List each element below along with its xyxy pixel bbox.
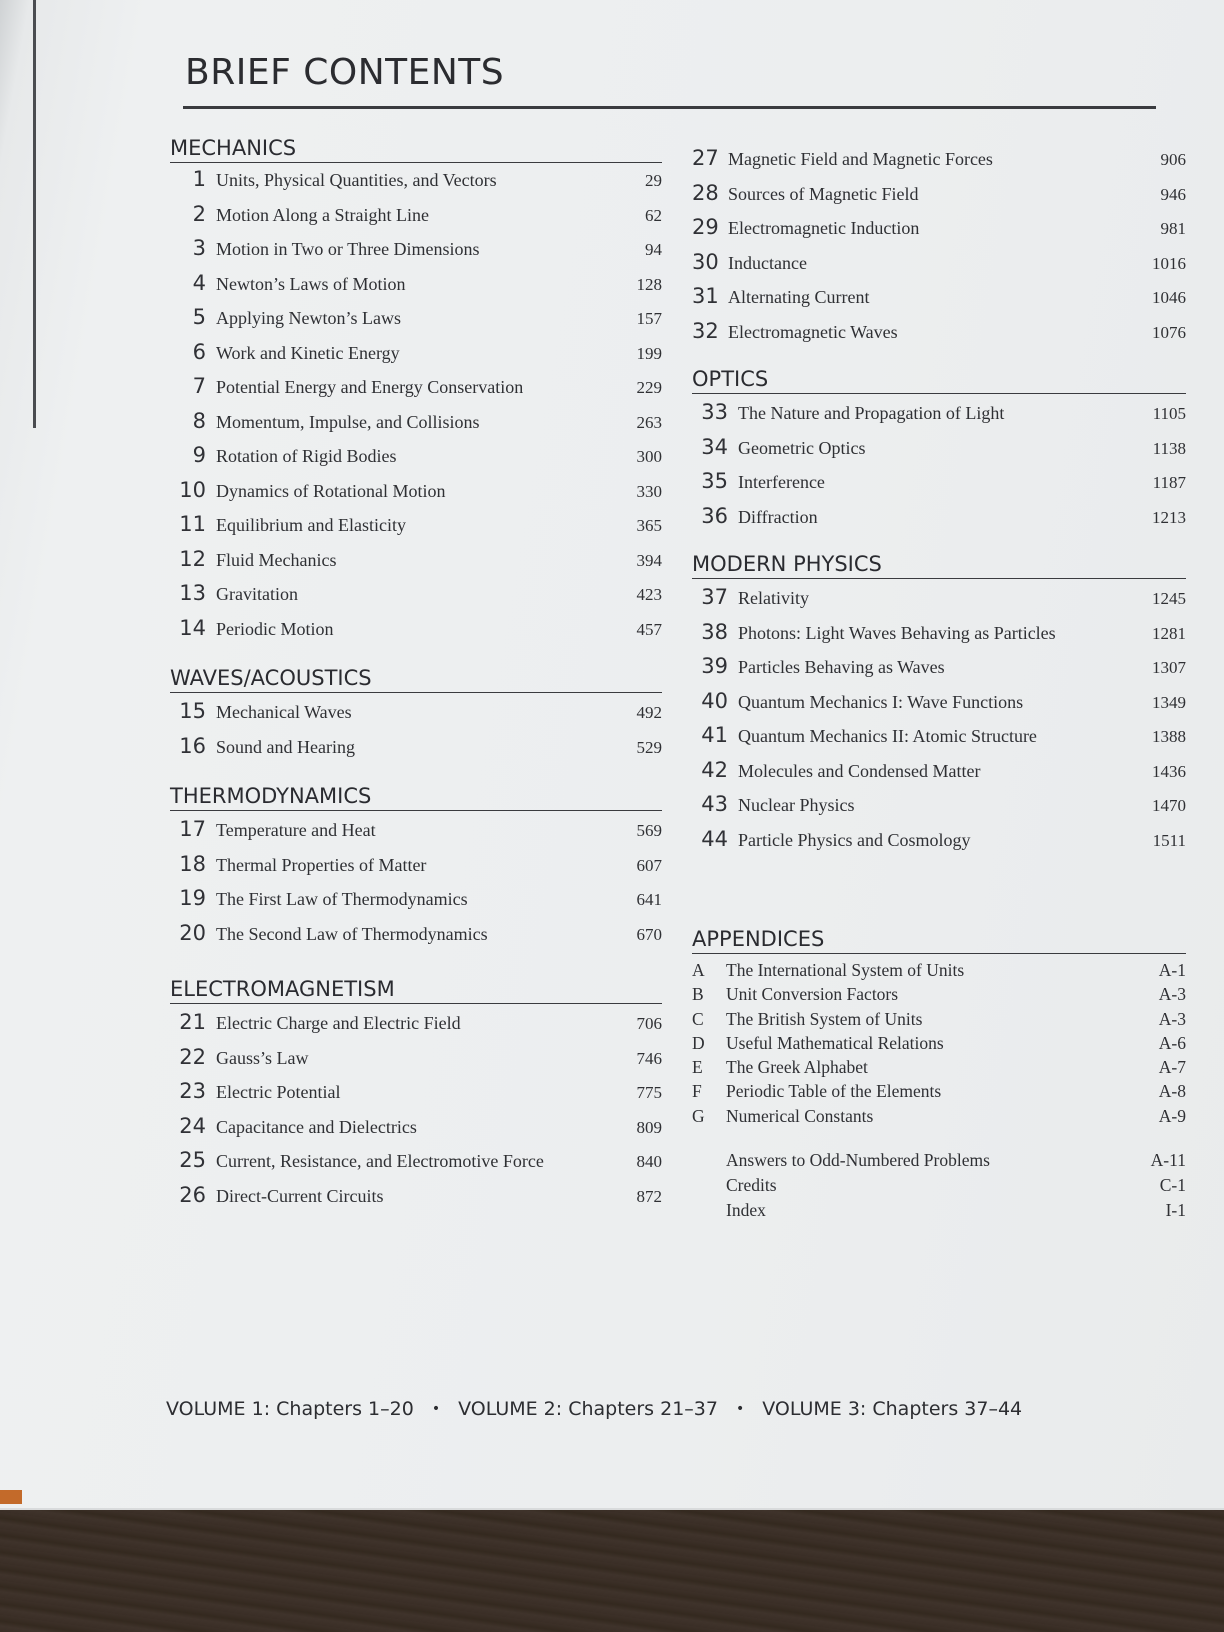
appendix-row xyxy=(692,984,1186,1008)
chapter-row xyxy=(692,792,1186,827)
chapter-title: Particle Physics and Cosmology xyxy=(738,829,971,850)
chapter-row xyxy=(170,1079,662,1114)
chapter-number: 7 xyxy=(192,374,206,398)
chapter-title: Magnetic Field and Magnetic Forces xyxy=(728,149,993,169)
chapter-row xyxy=(170,1010,662,1045)
backmatter-row xyxy=(692,1175,1186,1200)
chapter-page: 981 xyxy=(1160,219,1186,238)
chapter-number: 37 xyxy=(701,585,728,609)
section-heading: MECHANICS xyxy=(170,136,662,163)
chapter-number: 16 xyxy=(179,733,206,758)
chapter-title: Electromagnetic Waves xyxy=(728,321,898,342)
appendix-page: A-1 xyxy=(1158,960,1186,980)
chapter-page: 1307 xyxy=(1152,658,1186,677)
appendix-page: A-3 xyxy=(1158,1008,1186,1029)
chapter-row xyxy=(170,1045,662,1080)
backmatter-title: Index xyxy=(726,1200,766,1221)
chapter-number: 14 xyxy=(179,615,206,640)
chapter-number: 26 xyxy=(179,1182,206,1207)
chapter-title: Motion Along a Straight Line xyxy=(216,204,429,225)
backmatter-row xyxy=(692,1150,1186,1175)
chapter-page: 1046 xyxy=(1152,288,1186,307)
chapter-title: Inductance xyxy=(728,252,807,273)
right-sections xyxy=(692,367,1186,861)
chapter-page: 607 xyxy=(636,855,662,875)
chapter-page: 809 xyxy=(636,1117,662,1137)
chapter-page: 94 xyxy=(645,240,662,259)
chapter-number: 43 xyxy=(701,792,728,816)
chapter-page: 746 xyxy=(636,1048,662,1068)
chapter-row xyxy=(692,504,1186,539)
chapter-number: 5 xyxy=(192,305,206,329)
chapter-number: 3 xyxy=(192,236,206,260)
chapter-title: Thermal Properties of Matter xyxy=(216,854,427,875)
chapter-number: 29 xyxy=(692,215,719,239)
chapter-row xyxy=(692,689,1186,724)
chapter-row xyxy=(170,443,662,478)
chapter-number: 30 xyxy=(692,249,719,274)
chapter-title: Periodic Motion xyxy=(216,618,334,639)
chapter-title: Mechanical Waves xyxy=(216,702,352,722)
chapter-row xyxy=(170,512,662,547)
chapter-row xyxy=(170,886,662,921)
chapter-title: The First Law of Thermodynamics xyxy=(216,889,468,909)
chapter-page: 1245 xyxy=(1152,589,1186,608)
chapter-title: Rotation of Rigid Bodies xyxy=(216,446,397,466)
backmatter-page: A-11 xyxy=(1150,1150,1186,1171)
chapter-page: 706 xyxy=(636,1014,662,1033)
em-continued-list xyxy=(692,146,1186,353)
chapter-title: Particles Behaving as Waves xyxy=(738,657,945,677)
chapter-page: 1105 xyxy=(1152,404,1186,423)
chapter-page: 199 xyxy=(636,343,662,363)
appendix-row xyxy=(692,960,1186,984)
appendix-title: Numerical Constants xyxy=(726,1105,874,1126)
section-optics xyxy=(692,367,1186,538)
appendix-page: A-3 xyxy=(1158,984,1186,1005)
chapter-page: 29 xyxy=(645,171,662,190)
chapter-page: 1436 xyxy=(1152,761,1186,781)
chapter-number: 25 xyxy=(179,1148,206,1172)
chapter-title: Potential Energy and Energy Conservation xyxy=(216,377,524,397)
chapter-title: Molecules and Condensed Matter xyxy=(738,760,981,781)
appendix-letter: A xyxy=(692,960,705,980)
chapter-row xyxy=(170,1148,662,1183)
chapter-number: 2 xyxy=(192,201,206,226)
chapter-row xyxy=(692,250,1186,285)
chapter-number: 40 xyxy=(701,688,728,713)
chapter-row xyxy=(692,284,1186,319)
chapter-row xyxy=(170,271,662,306)
chapter-page: 1388 xyxy=(1152,727,1186,746)
chapter-row xyxy=(692,181,1186,216)
chapter-row xyxy=(170,409,662,444)
section-modern-physics xyxy=(692,552,1186,861)
appendix-letter: E xyxy=(692,1057,703,1078)
volume-1-label: VOLUME 1: Chapters 1–20 xyxy=(166,1398,414,1420)
chapter-number: 27 xyxy=(692,146,719,170)
chapter-number: 10 xyxy=(179,477,206,502)
page-edge-shadow xyxy=(33,0,36,428)
chapter-row xyxy=(170,374,662,409)
chapter-page: 330 xyxy=(636,481,662,501)
appendix-title: Unit Conversion Factors xyxy=(726,984,899,1005)
chapter-title: Alternating Current xyxy=(728,287,870,307)
chapter-number: 19 xyxy=(179,886,206,910)
chapter-page: 1349 xyxy=(1152,692,1186,712)
backmatter-title: Answers to Odd-Numbered Problems xyxy=(726,1150,990,1171)
chapter-page: 1016 xyxy=(1152,253,1186,273)
chapter-page: 62 xyxy=(645,205,662,225)
chapter-page: 1076 xyxy=(1152,322,1186,342)
chapter-number: 8 xyxy=(192,408,206,433)
chapter-number: 42 xyxy=(701,757,728,782)
chapter-row xyxy=(692,620,1186,655)
chapter-row xyxy=(692,469,1186,504)
appendix-letter: F xyxy=(692,1081,702,1102)
chapter-row xyxy=(170,202,662,237)
section-waves-acoustics xyxy=(170,666,662,768)
chapter-number: 17 xyxy=(179,817,206,841)
chapter-row xyxy=(170,616,662,651)
appendix-letter: G xyxy=(692,1105,705,1126)
chapter-page: 872 xyxy=(636,1186,662,1206)
section-thermodynamics xyxy=(170,784,662,955)
chapter-number: 4 xyxy=(192,270,206,295)
table-surface xyxy=(0,1510,1224,1632)
appendix-title: Useful Mathematical Relations xyxy=(726,1032,944,1053)
chapter-page: 492 xyxy=(636,703,662,722)
section-heading: OPTICS xyxy=(692,367,1186,394)
chapter-number: 23 xyxy=(179,1079,206,1103)
chapter-number: 24 xyxy=(179,1113,206,1138)
chapter-number: 31 xyxy=(692,284,719,308)
chapter-row xyxy=(692,654,1186,689)
chapter-row xyxy=(170,547,662,582)
separator-dot: • xyxy=(735,1401,745,1417)
appendix-row xyxy=(692,1033,1186,1057)
appendix-row xyxy=(692,1081,1186,1105)
chapter-title: Fluid Mechanics xyxy=(216,549,337,570)
chapter-page: 670 xyxy=(636,924,662,944)
chapter-page: 906 xyxy=(1160,150,1186,169)
chapter-title: Gravitation xyxy=(216,584,298,604)
chapter-row xyxy=(170,1183,662,1218)
chapter-row xyxy=(692,146,1186,181)
appendix-page: A-7 xyxy=(1158,1057,1186,1078)
chapter-title: Temperature and Heat xyxy=(216,820,376,840)
chapter-number: 9 xyxy=(192,443,206,467)
chapter-title: Relativity xyxy=(738,588,809,608)
chapter-title: Momentum, Impulse, and Collisions xyxy=(216,411,480,432)
chapter-page: 1511 xyxy=(1152,830,1186,850)
section-heading: THERMODYNAMICS xyxy=(170,784,662,811)
appendix-page: A-9 xyxy=(1158,1105,1186,1126)
chapter-page: 263 xyxy=(636,412,662,432)
chapter-title: Photons: Light Waves Behaving as Particles xyxy=(738,622,1056,643)
chapter-row xyxy=(170,236,662,271)
chapter-title: Nuclear Physics xyxy=(738,795,855,815)
chapter-number: 15 xyxy=(179,699,206,723)
chapter-number: 12 xyxy=(179,546,206,571)
appendix-row xyxy=(692,1106,1186,1130)
chapter-title: Geometric Optics xyxy=(738,437,866,458)
chapter-number: 28 xyxy=(692,180,719,205)
chapter-page: 1470 xyxy=(1152,796,1186,815)
chapter-number: 11 xyxy=(179,512,206,536)
chapter-page: 1187 xyxy=(1152,473,1186,492)
chapter-title: Newton’s Laws of Motion xyxy=(216,273,406,294)
chapter-page: 641 xyxy=(636,890,662,909)
chapter-page: 1138 xyxy=(1152,438,1186,458)
section-appendices xyxy=(692,927,1186,1225)
appendix-title: The International System of Units xyxy=(726,960,965,980)
appendix-letter: C xyxy=(692,1008,704,1029)
chapter-row xyxy=(170,734,662,769)
chapter-page: 569 xyxy=(636,821,662,840)
chapter-page: 157 xyxy=(636,309,662,328)
chapter-row xyxy=(692,585,1186,620)
chapter-number: 44 xyxy=(701,826,728,851)
chapter-title: The Second Law of Thermodynamics xyxy=(216,923,488,944)
chapter-row xyxy=(170,852,662,887)
chapter-title: Sources of Magnetic Field xyxy=(728,183,919,204)
chapter-row xyxy=(170,699,662,734)
chapter-row xyxy=(170,478,662,513)
chapter-title: Electric Potential xyxy=(216,1082,341,1102)
section-electromagnetism xyxy=(170,977,662,1217)
chapter-page: 300 xyxy=(636,447,662,466)
chapter-row xyxy=(692,215,1186,250)
volume-2-label: VOLUME 2: Chapters 21–37 xyxy=(458,1398,718,1420)
chapter-page: 529 xyxy=(636,737,662,757)
chapter-title: Sound and Hearing xyxy=(216,736,355,757)
section-heading: APPENDICES xyxy=(692,927,1186,954)
chapter-title: Current, Resistance, and Electromotive Force xyxy=(216,1151,544,1171)
chapter-title: Quantum Mechanics II: Atomic Structure xyxy=(738,726,1037,746)
section-heading: MODERN PHYSICS xyxy=(692,552,1186,579)
chapter-page: 946 xyxy=(1160,184,1186,204)
chapter-page: 128 xyxy=(636,274,662,294)
chapter-page: 1281 xyxy=(1152,623,1186,643)
chapter-row xyxy=(692,723,1186,758)
chapter-number: 39 xyxy=(701,654,728,678)
appendix-page: A-6 xyxy=(1158,1032,1186,1053)
chapter-number: 36 xyxy=(701,503,728,528)
cover-edge xyxy=(0,1490,22,1504)
appendix-title: The Greek Alphabet xyxy=(726,1057,868,1078)
chapter-number: 20 xyxy=(179,920,206,945)
chapter-title: Electric Charge and Electric Field xyxy=(216,1013,461,1033)
chapter-title: Dynamics of Rotational Motion xyxy=(216,480,446,501)
chapter-row xyxy=(170,921,662,956)
left-column xyxy=(170,136,662,1217)
chapter-page: 1213 xyxy=(1152,507,1186,527)
chapter-row xyxy=(692,758,1186,793)
appendix-list xyxy=(692,960,1186,1130)
separator-dot: • xyxy=(431,1401,441,1417)
chapter-title: Motion in Two or Three Dimensions xyxy=(216,239,480,259)
chapter-number: 33 xyxy=(701,400,728,424)
chapter-number: 22 xyxy=(179,1044,206,1069)
chapter-number: 32 xyxy=(692,318,719,343)
chapter-title: Capacitance and Dielectrics xyxy=(216,1116,417,1137)
chapter-row xyxy=(170,340,662,375)
chapter-title: Direct-Current Circuits xyxy=(216,1185,384,1206)
backmatter-page: C-1 xyxy=(1159,1175,1186,1196)
chapter-title: Work and Kinetic Energy xyxy=(216,342,400,363)
appendix-row xyxy=(692,1009,1186,1033)
section-heading: WAVES/ACOUSTICS xyxy=(170,666,662,693)
backmatter-title: Credits xyxy=(726,1175,777,1196)
appendix-row xyxy=(692,1057,1186,1081)
appendix-letter: B xyxy=(692,984,704,1005)
chapter-row xyxy=(692,827,1186,862)
chapter-row xyxy=(170,305,662,340)
appendix-letter: D xyxy=(692,1032,705,1053)
chapter-number: 18 xyxy=(179,851,206,876)
chapter-page: 840 xyxy=(636,1152,662,1171)
chapter-row xyxy=(692,435,1186,470)
chapter-row xyxy=(170,817,662,852)
chapter-number: 38 xyxy=(701,619,728,644)
appendix-page: A-8 xyxy=(1158,1081,1186,1102)
appendix-title: The British System of Units xyxy=(726,1008,923,1029)
title-rule xyxy=(183,106,1156,109)
chapter-title: Diffraction xyxy=(738,506,818,527)
chapter-number: 35 xyxy=(701,469,728,493)
chapter-number: 21 xyxy=(179,1010,206,1034)
chapter-number: 34 xyxy=(701,434,728,459)
chapter-title: Quantum Mechanics I: Wave Functions xyxy=(738,691,1024,712)
section-heading: ELECTROMAGNETISM xyxy=(170,977,662,1004)
chapter-title: Applying Newton’s Laws xyxy=(216,308,401,328)
backmatter-page: I-1 xyxy=(1165,1200,1186,1221)
chapter-number: 41 xyxy=(701,723,728,747)
chapter-row xyxy=(692,400,1186,435)
chapter-title: Units, Physical Quantities, and Vectors xyxy=(216,170,497,190)
chapter-number: 13 xyxy=(179,581,206,605)
right-column xyxy=(692,146,1186,1225)
backmatter-row xyxy=(692,1200,1186,1225)
section-mechanics xyxy=(170,136,662,650)
chapter-page: 394 xyxy=(636,550,662,570)
chapter-page: 229 xyxy=(636,378,662,397)
page-title: BRIEF CONTENTS xyxy=(185,52,505,93)
chapter-row xyxy=(692,319,1186,354)
chapter-row xyxy=(170,167,662,202)
chapter-page: 775 xyxy=(636,1083,662,1102)
chapter-page: 365 xyxy=(636,516,662,535)
chapter-title: Equilibrium and Elasticity xyxy=(216,515,406,535)
chapter-title: The Nature and Propagation of Light xyxy=(738,403,1005,423)
chapter-number: 6 xyxy=(192,339,206,364)
chapter-row xyxy=(170,1114,662,1149)
chapter-number: 1 xyxy=(192,167,206,191)
chapter-title: Electromagnetic Induction xyxy=(728,218,920,238)
backmatter-list xyxy=(692,1150,1186,1225)
chapter-page: 457 xyxy=(636,619,662,639)
volume-footer xyxy=(166,1398,1022,1420)
volume-3-label: VOLUME 3: Chapters 37–44 xyxy=(762,1398,1023,1420)
chapter-title: Interference xyxy=(738,472,825,492)
appendix-title: Periodic Table of the Elements xyxy=(726,1081,942,1102)
chapter-row xyxy=(170,581,662,616)
chapter-page: 423 xyxy=(636,585,662,604)
chapter-title: Gauss’s Law xyxy=(216,1047,309,1068)
